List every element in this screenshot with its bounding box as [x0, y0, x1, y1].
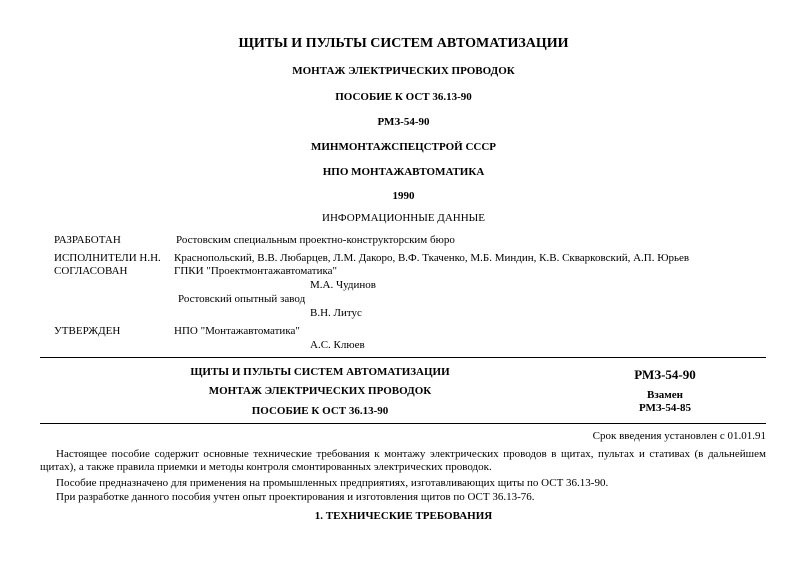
approved-person: А.С. Клюев: [310, 339, 365, 351]
agreed-person-2: В.Н. Литус: [310, 307, 362, 319]
developed-label: РАЗРАБОТАН: [54, 234, 121, 246]
paragraph-3: При разработке данного пособия учтен опыт проектирования и изготовления щитов по ОСТ 36.13-76.: [56, 491, 535, 503]
stamp-top-rule: [40, 357, 766, 358]
document-subtitle: МОНТАЖ ЭЛЕКТРИЧЕСКИХ ПРОВОДОК: [292, 65, 515, 77]
stamp-replaces-code: РМЗ-54-85: [638, 402, 692, 414]
manual-reference: ПОСОБИЕ К ОСТ 36.13-90: [335, 91, 472, 103]
ministry-name: МИНМОНТАЖСПЕЦСТРОЙ СССР: [310, 141, 497, 153]
stamp-title: ЩИТЫ И ПУЛЬТЫ СИСТЕМ АВТОМАТИЗАЦИИ: [190, 366, 450, 378]
paragraph-1: Настоящее пособие содержит основные технические требования к монтажу электрических проводов в щитах, пультах и стативах (в дальнейшем щитах), а также правила приемки и методы контроля смонтированных электрических проводок.: [40, 448, 766, 473]
agreed-person-1: М.А. Чудинов: [310, 279, 376, 291]
organization-name: НПО МОНТАЖАВТОМАТИКА: [322, 166, 485, 178]
executors-value: Краснопольский, В.В. Любарцев, Л.М. Дакоро, В.Ф. Ткаченко, М.Б. Миндин, К.В. Скварковский, А.П. Юрьев: [174, 252, 690, 264]
agreed-label: СОГЛАСОВАН: [54, 265, 128, 277]
approved-org: НПО "Монтажавтоматика": [174, 325, 300, 337]
executors-label: ИСПОЛНИТЕЛИ Н.Н.: [54, 252, 161, 264]
stamp-manual: ПОСОБИЕ К ОСТ 36.13-90: [251, 405, 389, 417]
developed-value: Ростовским специальным проектно-конструкторским бюро: [176, 234, 455, 246]
publication-year: 1990: [392, 190, 415, 202]
document-code: РМЗ-54-90: [377, 116, 430, 128]
stamp-code: РМЗ-54-90: [634, 367, 696, 382]
effective-date: Срок введения установлен с 01.01.91: [592, 430, 766, 442]
stamp-bottom-rule: [40, 423, 766, 424]
stamp-replaces-label: Взамен: [647, 389, 683, 401]
info-heading: ИНФОРМАЦИОННЫЕ ДАННЫЕ: [322, 212, 485, 224]
approved-label: УТВЕРЖДЕН: [54, 325, 121, 337]
section-heading: 1. ТЕХНИЧЕСКИЕ ТРЕБОВАНИЯ: [314, 510, 493, 522]
document-title: ЩИТЫ И ПУЛЬТЫ СИСТЕМ АВТОМАТИЗАЦИИ: [238, 36, 569, 51]
paragraph-2: Пособие предназначено для применения на промышленных предприятиях, изготавливающих щиты по ОСТ 36.13-90.: [56, 477, 609, 489]
stamp-subtitle: МОНТАЖ ЭЛЕКТРИЧЕСКИХ ПРОВОДОК: [208, 385, 432, 397]
agreed-org-2: Ростовский опытный завод: [178, 293, 306, 305]
agreed-org-1: ГПКИ "Проектмонтажавтоматика": [174, 265, 338, 277]
